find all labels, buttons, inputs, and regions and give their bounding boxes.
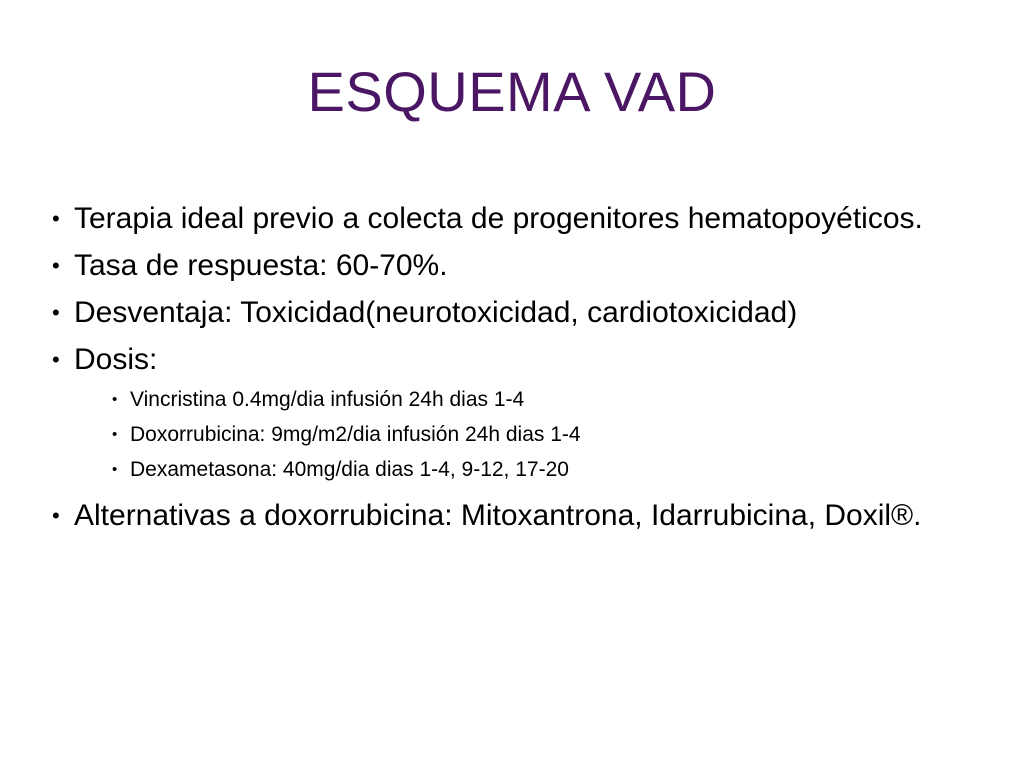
bullet-dot-icon: • [52, 503, 60, 528]
sub-bullet-item [74, 417, 952, 452]
sub-bullet-text: Dexametasona: 40mg/dia dias 1-4, 9-12, 17-20 [130, 458, 569, 481]
bullet-text: Alternativas a doxorrubicina: Mitoxantrona, Idarrubicina, Doxil®. [74, 499, 922, 532]
sub-bullet-text: Doxorrubicina: 9mg/m2/dia infusión 24h dias 1-4 [130, 423, 581, 446]
bullet-dot-icon: • [52, 253, 60, 278]
sub-bullet-text: Vincristina 0.4mg/dia infusión 24h dias 1-4 [130, 388, 525, 411]
bullet-item [52, 200, 952, 237]
bullet-item [52, 294, 952, 331]
bullet-text: Tasa de respuesta: 60-70%. [74, 249, 448, 282]
bullet-text: Dosis: [74, 343, 158, 376]
bullet-text: Desventaja: Toxicidad(neurotoxicidad, cardiotoxicidad) [74, 296, 798, 329]
bullet-item [52, 247, 952, 284]
sub-bullet-item [74, 382, 952, 417]
bullet-item [52, 497, 952, 534]
bullet-item [52, 341, 952, 487]
bullet-dot-icon: • [52, 206, 60, 231]
sub-bullet-item [74, 452, 952, 487]
slide-title: ESQUEMA VAD [307, 60, 717, 123]
bullet-dot-icon: • [52, 347, 60, 372]
bullet-text: Terapia ideal previo a colecta de progenitores hematopoyéticos. [74, 202, 923, 235]
bullet-dot-icon: • [112, 426, 118, 443]
sub-bullet-list [74, 382, 952, 487]
bullet-list [52, 200, 952, 544]
bullet-dot-icon: • [112, 391, 118, 408]
bullet-dot-icon: • [52, 300, 60, 325]
bullet-dot-icon: • [112, 461, 118, 478]
